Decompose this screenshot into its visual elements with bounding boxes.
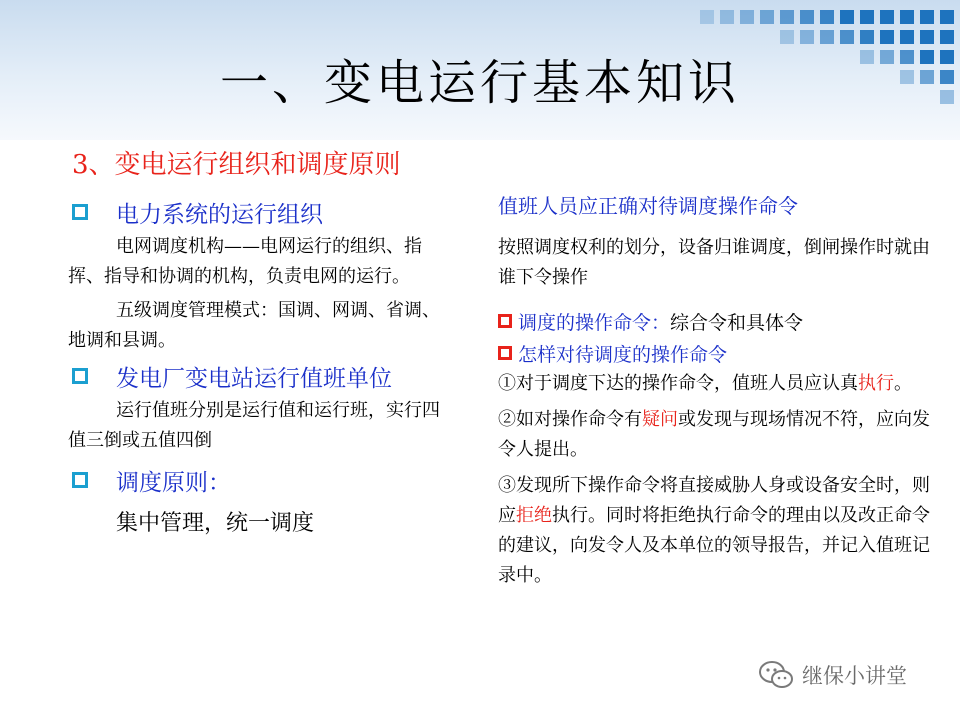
heading-text: 发电厂变电站运行值班单位 [116, 365, 392, 392]
bullet-how-to-handle [498, 337, 938, 369]
paragraph-duty-shifts: 运行值班分别是运行值和运行班，实行四值三倒或五值四倒 [68, 400, 440, 451]
paragraph-five-level-dispatch: 五级调度管理模式：国调、网调、省调、地调和县调。 [68, 300, 440, 351]
wechat-icon [758, 660, 794, 690]
left-column [68, 192, 448, 537]
highlight-execute: 执行 [858, 373, 894, 394]
right-intro: 按照调度权利的划分，设备归谁调度，倒闸操作时就由谁下令操作 [498, 237, 930, 288]
bullet-heading-duty-unit [68, 356, 448, 396]
highlight-refuse: 拒绝 [516, 505, 552, 526]
heading-text: 调度原则： [116, 469, 231, 496]
item-text: ②如对操作命令有 [498, 409, 642, 430]
dispatch-principle-text: 集中管理，统一调度 [116, 511, 315, 536]
square-bullet-icon [72, 204, 88, 220]
right-heading: 值班人员应正确对待调度操作命令 [498, 194, 798, 218]
highlight-question: 疑问 [642, 409, 678, 430]
square-bullet-icon [498, 346, 512, 360]
item-text: ①对于调度下达的操作命令，值班人员应认真 [498, 373, 858, 394]
slide-header [0, 0, 960, 140]
item-execute [498, 369, 938, 399]
item-question [498, 405, 938, 465]
section-subtitle: 3、变电运行组织和调度原则 [72, 150, 401, 180]
watermark-text: 继保小讲堂 [802, 664, 907, 688]
heading-text: 电力系统的运行组织 [116, 201, 323, 228]
bullet-value: 综合令和具体令 [670, 311, 804, 334]
square-bullet-icon [72, 368, 88, 384]
item-text: 或发现与现场情况不符，应向发令人提出。 [498, 409, 930, 460]
item-text: 。 [894, 373, 912, 394]
bullet-label: 调度的操作命令： [518, 311, 671, 334]
watermark [758, 660, 907, 690]
square-bullet-icon [498, 314, 512, 328]
item-refuse [498, 471, 938, 591]
item-text: 执行。同时将拒绝执行命令的理由以及改正命令的建议，向发令人及本单位的领导报告，并记入值班记录中。 [498, 505, 930, 586]
bullet-dispatch-command-types [498, 305, 938, 337]
slide-title: 一、变电运行基本知识 [219, 55, 740, 111]
item-text: ③发现所下操作命令将直接威胁人身或设备安全时，则应 [498, 475, 930, 526]
bullet-heading-dispatch-principle [68, 460, 448, 500]
bullet-label: 怎样对待调度的操作命令 [518, 343, 728, 366]
right-column [498, 189, 938, 591]
square-bullet-icon [72, 472, 88, 488]
paragraph-dispatch-agency: 电网调度机构——电网运行的组织、指挥、指导和协调的机构，负责电网的运行。 [68, 236, 422, 287]
bullet-heading-operation-organization [68, 192, 448, 232]
